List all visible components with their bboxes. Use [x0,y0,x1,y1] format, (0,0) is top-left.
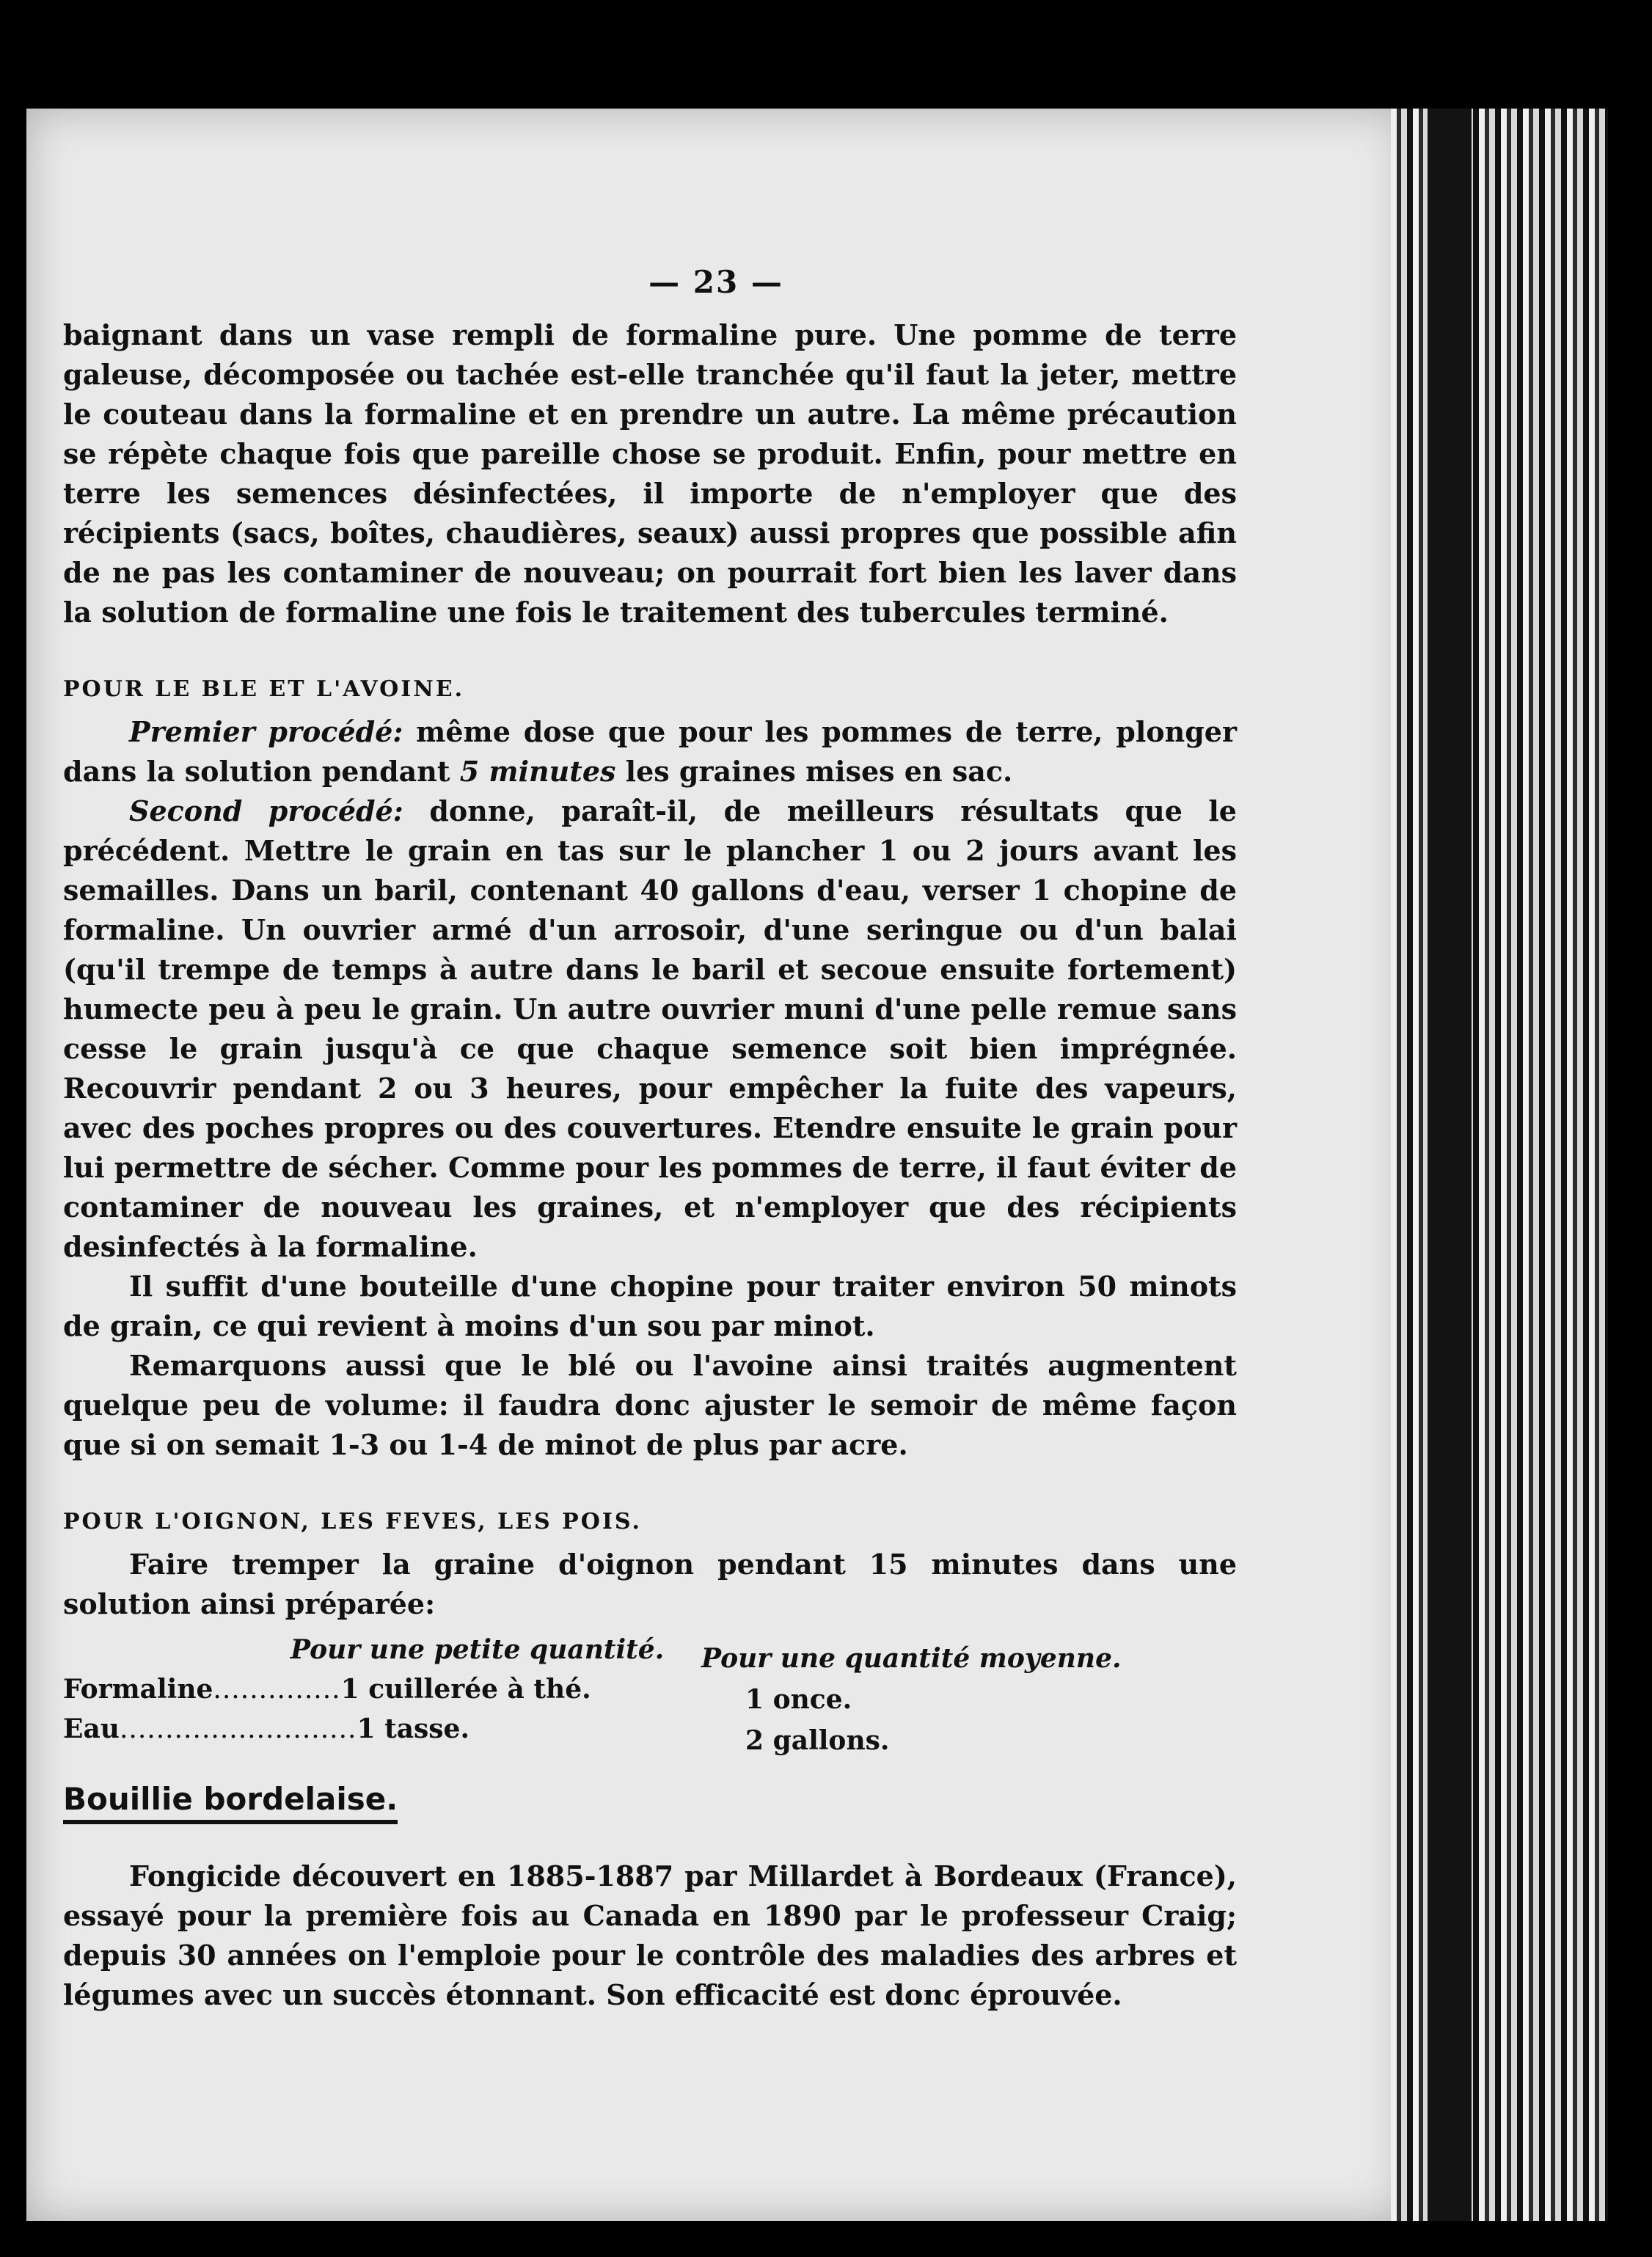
page-number: — 23 — [648,264,783,300]
duration-text: 5 minutes [459,755,616,788]
text-segment: les graines mises en sac. [615,755,1013,788]
label-premier-procede: Premier procédé: [129,715,403,748]
paragraph-bouteille: Il suffit d'une bouteille d'une chopine pour traiter environ 50 minots de grain, ce qui revient à moins d'un sou par minot. [63,1270,1237,1342]
cell-small: 1 tasse. [357,1713,469,1744]
section-heading-oignon: POUR L'OIGNON, LES FEVES, LES POIS. [63,1509,642,1534]
paragraph-premier-procede [63,712,1237,791]
paragraph-oignon: Faire tremper la graine d'oignon pendant 15 minutes dans une solution ainsi préparée: [63,1548,1237,1620]
text-segment: donne, paraît-il, de meilleurs résultats que le précédent. Mettre le grain en tas sur le plancher 1 ou 2 jours avant les semailles. Dans un baril, contenant 40 gallons d'eau, verser 1 chopine de formaline. Un ouvrier armé d'un arrosoir, d'une seringue ou d'un balai (qu'il trempe de temps à autre dans le baril et secoue ensuite fortement) humecte peu à peu le grain. Un autre ouvrier muni d'une pelle remue sans cesse le grain jusqu'à ce que chaque semence soit bien imprégnée. Recouvrir pendant 2 ou 3 heures, pour empêcher la fuite des vapeurs, avec des poches propres ou des couvertures. Etendre ensuite le grain pour lui permettre de sécher. Comme pour les pommes de terre, il faut éviter de contaminer de nouveau les graines, et n'employer que des récipients desinfectés à la formaline. [63,794,1237,1263]
dosage-table [63,1634,1237,1759]
page-edges [1391,109,1608,2221]
row-label: Eau [63,1713,120,1744]
text-segment: même dose que pour les pommes de terre, plonger dans la solution pendant [63,715,1237,788]
paragraph-fongicide: Fongicide découvert en 1885-1887 par Millardet à Bordeaux (France), essayé pour la première fois au Canada en 1890 par le professeur Craig; depuis 30 années on l'emploie pour le contrôle des maladies des arbres et légumes avec un succès étonnant. Son efficacité est donc éprouvée. [63,1859,1237,2011]
column-header-medium: Pour une quantité moyenne. [701,1643,1122,1674]
intro-paragraph: baignant dans un vase rempli de formaline pure. Une pomme de terre galeuse, décomposée ou tachée est-elle tranchée qu'il faut la jeter, mettre le couteau dans la formaline et en prendre un autre. La même précaution se répète chaque fois que pareille chose se produit. Enfin, pour mettre en terre les semences désinfectées, il importe de n'employer que des récipients (sacs, boîtes, chaudières, seaux) aussi propres que possible afin de ne pas les contaminer de nouveau; on pourrait fort bien les laver dans la solution de formaline une fois le traitement des tubercules terminé. [63,318,1237,629]
leader-dots: .......................... [119,1714,357,1744]
page-content [63,249,1237,2015]
leader-dots: .............. [213,1675,341,1705]
column-header-small: Pour une petite quantité. [290,1634,665,1665]
table-row [63,1674,591,1705]
paragraph-remarquons: Remarquons aussi que le blé ou l'avoine ainsi traités augmentent quelque peu de volume: il faudra donc ajuster le semoir de même façon que si on semait 1-3 ou 1-4 de minot de plus par acre. [63,1349,1237,1461]
cell-medium: 2 gallons. [745,1725,890,1756]
table-row [63,1713,469,1744]
label-second-procede: Second procédé: [129,794,403,827]
paragraph-second-procede [63,791,1237,1267]
section-heading-ble-avoine: POUR LE BLE ET L'AVOINE. [63,676,465,702]
row-label: Formaline [63,1674,213,1705]
cell-medium: 1 once. [745,1684,852,1715]
cell-small: 1 cuillerée à thé. [340,1674,591,1705]
section-title-bouillie: Bouillie bordelaise. [63,1781,398,1824]
